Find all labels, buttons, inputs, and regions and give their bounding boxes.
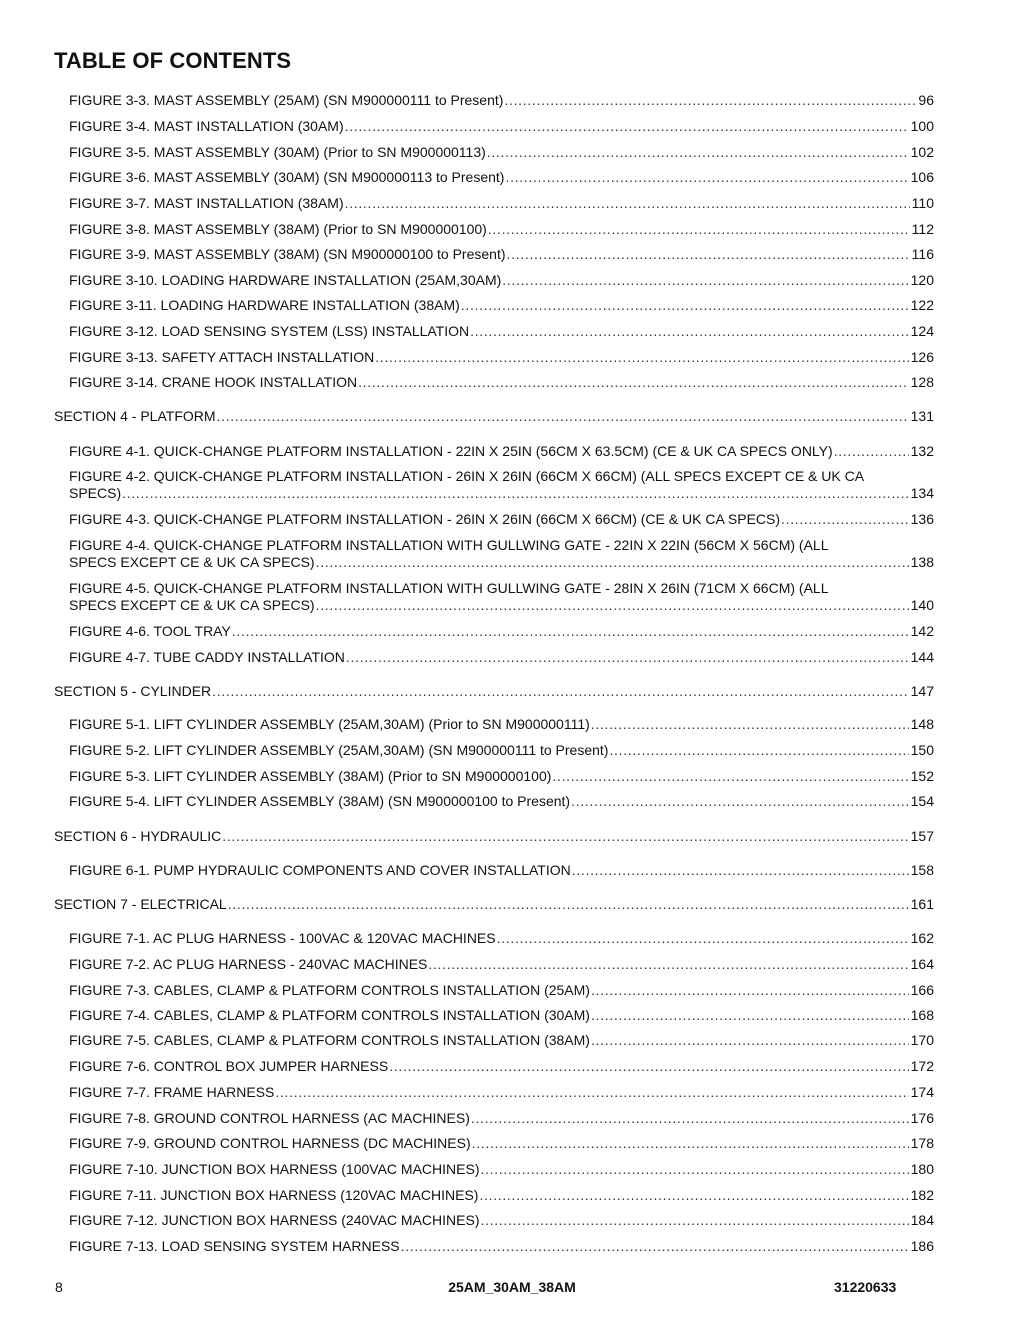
dot-leader	[609, 742, 908, 759]
toc-figure-entry[interactable]	[69, 1212, 934, 1229]
footer-model: 25AM_30AM_38AM	[448, 1279, 576, 1295]
dot-leader	[358, 374, 909, 391]
dot-leader	[470, 323, 909, 340]
toc-page-number: 158	[910, 862, 934, 878]
dot-leader	[571, 793, 909, 810]
toc-entry-title: FIGURE 3-5. MAST ASSEMBLY (30AM) (Prior to SN M900000113)	[69, 144, 486, 160]
toc-entry-title: FIGURE 3-10. LOADING HARDWARE INSTALLATION (25AM,30AM)	[69, 272, 502, 288]
toc-page-number: 161	[910, 896, 934, 912]
footer-page-number: 8	[55, 1279, 63, 1295]
dot-leader	[505, 169, 908, 186]
toc-page-number: 180	[910, 1161, 934, 1177]
dot-leader	[591, 1007, 909, 1024]
dot-leader	[345, 118, 909, 135]
toc-page-number: 186	[910, 1238, 934, 1254]
toc-figure-entry[interactable]	[69, 169, 934, 186]
toc-figure-entry[interactable]	[69, 1135, 934, 1152]
toc-figure-entry[interactable]	[69, 793, 934, 810]
toc-figure-entry[interactable]	[69, 443, 934, 460]
toc-page-number: 182	[910, 1187, 934, 1203]
toc-entry-title: FIGURE 3-3. MAST ASSEMBLY (25AM) (SN M900000111 to Present)	[69, 92, 504, 108]
dot-leader	[316, 554, 909, 571]
toc-section-entry[interactable]	[54, 896, 934, 913]
toc-page-number: 178	[910, 1135, 934, 1151]
toc-page-number: 154	[910, 793, 934, 809]
toc-entry-title: FIGURE 4-2. QUICK-CHANGE PLATFORM INSTALLATION - 26IN X 26IN (66CM X 66CM) (ALL SPECS EXCEPT CE & UK CA	[69, 468, 865, 484]
dot-leader	[228, 896, 909, 913]
dot-leader	[497, 930, 909, 947]
toc-page-number: 157	[910, 828, 934, 844]
toc-figure-entry[interactable]	[69, 862, 934, 879]
toc-figure-entry[interactable]	[69, 1238, 934, 1255]
toc-figure-entry[interactable]	[69, 272, 934, 289]
toc-figure-entry[interactable]	[69, 982, 934, 999]
toc-page-number: 152	[910, 768, 934, 784]
dot-leader	[552, 768, 908, 785]
dot-leader	[591, 1032, 909, 1049]
toc-page-number: 112	[911, 221, 934, 237]
toc-figure-entry[interactable]	[69, 297, 934, 314]
toc-page-number: 144	[910, 649, 934, 665]
toc-section-entry[interactable]	[54, 408, 934, 425]
toc-page-number: 138	[910, 554, 934, 570]
toc-page-number: 110	[911, 195, 934, 211]
toc-figure-entry[interactable]	[69, 221, 934, 238]
toc-page-number: 166	[910, 982, 934, 998]
dot-leader	[212, 683, 909, 700]
toc-figure-entry[interactable]	[69, 323, 934, 340]
dot-leader	[480, 1161, 908, 1178]
toc-entry-title: FIGURE 4-3. QUICK-CHANGE PLATFORM INSTALLATION - 26IN X 26IN (66CM X 66CM) (CE & UK CA SPECS)	[69, 511, 781, 527]
toc-entry-title: SECTION 4 - PLATFORM	[54, 408, 216, 424]
footer-doc-number: 31220633	[834, 1279, 897, 1295]
toc-page-number: 100	[910, 118, 934, 134]
toc-figure-entry[interactable]	[69, 623, 934, 640]
toc-entry-title: FIGURE 4-6. TOOL TRAY	[69, 623, 231, 639]
dot-leader	[375, 349, 908, 366]
toc-page-number: 124	[910, 323, 934, 339]
dot-leader	[487, 144, 909, 161]
toc-figure-entry[interactable]	[69, 1187, 934, 1204]
toc-page-number: 122	[910, 297, 934, 313]
toc-entry-title: FIGURE 3-11. LOADING HARDWARE INSTALLATION (38AM)	[69, 297, 460, 313]
toc-page-number: 148	[910, 716, 934, 732]
toc-page-number: 147	[910, 683, 934, 699]
toc-entry-title: FIGURE 6-1. PUMP HYDRAULIC COMPONENTS AND COVER INSTALLATION	[69, 862, 571, 878]
toc-entry-title: FIGURE 7-8. GROUND CONTROL HARNESS (AC MACHINES)	[69, 1110, 470, 1126]
toc-entry-title: FIGURE 7-7. FRAME HARNESS	[69, 1084, 275, 1100]
toc-figure-entry[interactable]	[69, 195, 934, 212]
toc-entry-title: FIGURE 4-4. QUICK-CHANGE PLATFORM INSTALLATION WITH GULLWING GATE - 22IN X 22IN (56CM X 56CM) (ALL	[69, 537, 829, 553]
dot-leader	[461, 297, 909, 314]
toc-page-number: 128	[910, 374, 934, 390]
toc-entry-title: SECTION 5 - CYLINDER	[54, 683, 212, 699]
toc-entry-title: FIGURE 5-4. LIFT CYLINDER ASSEMBLY (38AM) (SN M900000100 to Present)	[69, 793, 571, 809]
toc-entry-title: FIGURE 3-8. MAST ASSEMBLY (38AM) (Prior to SN M900000100)	[69, 221, 487, 237]
toc-entry-title: FIGURE 7-5. CABLES, CLAMP & PLATFORM CONTROLS INSTALLATION (38AM)	[69, 1032, 590, 1048]
toc-figure-entry[interactable]	[69, 930, 934, 947]
toc-figure-entry[interactable]	[69, 768, 934, 785]
toc-figure-entry[interactable]	[69, 118, 934, 135]
toc-figure-entry[interactable]	[69, 246, 934, 263]
dot-leader	[222, 828, 908, 845]
toc-page-number: 132	[910, 443, 934, 459]
dot-leader	[217, 408, 909, 425]
toc-entry-title: FIGURE 7-12. JUNCTION BOX HARNESS (240VAC MACHINES)	[69, 1212, 480, 1228]
toc-entry-title: FIGURE 7-2. AC PLUG HARNESS - 240VAC MACHINES	[69, 956, 428, 972]
toc-entry-title: SPECS)	[69, 485, 122, 501]
toc-page-number: 96	[918, 92, 934, 108]
toc-entry-title: FIGURE 3-14. CRANE HOOK INSTALLATION	[69, 374, 358, 390]
toc-entry-title: FIGURE 7-4. CABLES, CLAMP & PLATFORM CONTROLS INSTALLATION (30AM)	[69, 1007, 590, 1023]
toc-entry-title: FIGURE 3-13. SAFETY ATTACH INSTALLATION	[69, 349, 375, 365]
toc-entry-title: FIGURE 7-6. CONTROL BOX JUMPER HARNESS	[69, 1058, 389, 1074]
dot-leader	[472, 1135, 909, 1152]
toc-figure-entry[interactable]	[69, 649, 934, 666]
toc-page-number: 164	[910, 956, 934, 972]
toc-figure-entry[interactable]	[69, 92, 934, 109]
dot-leader	[834, 443, 909, 460]
toc-entry-title: FIGURE 7-11. JUNCTION BOX HARNESS (120VAC MACHINES)	[69, 1187, 479, 1203]
toc-page-number: 162	[910, 930, 934, 946]
toc-entry-title: FIGURE 4-1. QUICK-CHANGE PLATFORM INSTALLATION - 22IN X 25IN (56CM X 63.5CM) (CE & UK CA SPECS ONLY)	[69, 443, 833, 459]
toc-section-entry[interactable]	[54, 683, 934, 700]
toc-page-number: 126	[910, 349, 934, 365]
toc-page-number: 168	[910, 1007, 934, 1023]
dot-leader	[401, 1238, 909, 1255]
dot-leader	[488, 221, 910, 238]
toc-page-number: 140	[910, 597, 934, 613]
toc-page-number: 136	[910, 511, 934, 527]
toc-figure-entry[interactable]	[69, 1032, 934, 1049]
toc-entry-title: SECTION 7 - ELECTRICAL	[54, 896, 227, 912]
toc-entry-title: SECTION 6 - HYDRAULIC	[54, 828, 222, 844]
toc-figure-entry[interactable]	[69, 349, 934, 366]
dot-leader	[346, 649, 909, 666]
dot-leader	[428, 956, 908, 973]
toc-page-number: 176	[910, 1110, 934, 1126]
dot-leader	[122, 485, 909, 502]
toc-figure-entry[interactable]	[69, 716, 934, 733]
toc-page-number: 170	[910, 1032, 934, 1048]
toc-figure-entry[interactable]	[69, 742, 934, 759]
dot-leader	[471, 1110, 909, 1127]
toc-entry-title: FIGURE 3-6. MAST ASSEMBLY (30AM) (SN M900000113 to Present)	[69, 169, 505, 185]
dot-leader	[591, 982, 909, 999]
toc-figure-entry[interactable]	[69, 468, 934, 502]
dot-leader	[480, 1212, 908, 1229]
toc-entry-title: FIGURE 3-9. MAST ASSEMBLY (38AM) (SN M900000100 to Present)	[69, 246, 506, 262]
toc-figure-entry[interactable]	[69, 1007, 934, 1024]
toc-page-number: 134	[910, 485, 934, 501]
toc-entry-title: FIGURE 5-3. LIFT CYLINDER ASSEMBLY (38AM) (Prior to SN M900000100)	[69, 768, 552, 784]
toc-page-number: 172	[910, 1058, 934, 1074]
dot-leader	[232, 623, 909, 640]
toc-figure-entry[interactable]	[69, 144, 934, 161]
dot-leader	[572, 862, 909, 879]
toc-figure-entry[interactable]	[69, 1161, 934, 1178]
toc-page-number: 184	[910, 1212, 934, 1228]
toc-figure-entry[interactable]	[69, 1058, 934, 1075]
dot-leader	[591, 716, 909, 733]
dot-leader	[507, 246, 910, 263]
toc-page-number: 116	[911, 246, 934, 262]
toc-entry-title: FIGURE 7-1. AC PLUG HARNESS - 100VAC & 120VAC MACHINES	[69, 930, 496, 946]
toc-entry-title: FIGURE 4-5. QUICK-CHANGE PLATFORM INSTALLATION WITH GULLWING GATE - 28IN X 26IN (71CM X 66CM) (ALL	[69, 580, 829, 596]
toc-entry-title: SPECS EXCEPT CE & UK CA SPECS)	[69, 597, 315, 613]
toc-page-number: 142	[910, 623, 934, 639]
toc-entry-title: FIGURE 7-9. GROUND CONTROL HARNESS (DC MACHINES)	[69, 1135, 471, 1151]
toc-entry-title: FIGURE 7-3. CABLES, CLAMP & PLATFORM CONTROLS INSTALLATION (25AM)	[69, 982, 590, 998]
toc-page-number: 120	[910, 272, 934, 288]
page-title: TABLE OF CONTENTS	[54, 48, 292, 73]
toc-entry-title: FIGURE 5-2. LIFT CYLINDER ASSEMBLY (25AM,30AM) (SN M900000111 to Present)	[69, 742, 609, 758]
toc-figure-entry[interactable]	[69, 1110, 934, 1127]
dot-leader	[504, 92, 916, 109]
toc-figure-entry[interactable]	[69, 580, 934, 614]
toc-entry-title: FIGURE 3-12. LOAD SENSING SYSTEM (LSS) INSTALLATION	[69, 323, 470, 339]
toc-entry-title: FIGURE 3-4. MAST INSTALLATION (30AM)	[69, 118, 344, 134]
toc-figure-entry[interactable]	[69, 537, 934, 571]
toc-entry-title: FIGURE 7-13. LOAD SENSING SYSTEM HARNESS	[69, 1238, 400, 1254]
toc-entry-title: SPECS EXCEPT CE & UK CA SPECS)	[69, 554, 315, 570]
dot-leader	[479, 1187, 908, 1204]
dot-leader	[275, 1084, 908, 1101]
toc-figure-entry[interactable]	[69, 956, 934, 973]
toc-page-number: 174	[910, 1084, 934, 1100]
toc-page-number: 131	[910, 408, 934, 424]
toc-section-entry[interactable]	[54, 828, 934, 845]
dot-leader	[345, 195, 910, 212]
toc-entry-title: FIGURE 3-7. MAST INSTALLATION (38AM)	[69, 195, 344, 211]
dot-leader	[781, 511, 909, 528]
toc-page-number: 150	[910, 742, 934, 758]
toc-entry-title: FIGURE 7-10. JUNCTION BOX HARNESS (100VAC MACHINES)	[69, 1161, 480, 1177]
toc-figure-entry[interactable]	[69, 374, 934, 391]
toc-entry-title: FIGURE 4-7. TUBE CADDY INSTALLATION	[69, 649, 345, 665]
toc-figure-entry[interactable]	[69, 1084, 934, 1101]
toc-figure-entry[interactable]	[69, 511, 934, 528]
dot-leader	[316, 597, 909, 614]
dot-leader	[502, 272, 908, 289]
toc-entry-title: FIGURE 5-1. LIFT CYLINDER ASSEMBLY (25AM,30AM) (Prior to SN M900000111)	[69, 716, 590, 732]
toc-page-number: 106	[910, 169, 934, 185]
toc-page-number: 102	[910, 144, 934, 160]
dot-leader	[389, 1058, 908, 1075]
